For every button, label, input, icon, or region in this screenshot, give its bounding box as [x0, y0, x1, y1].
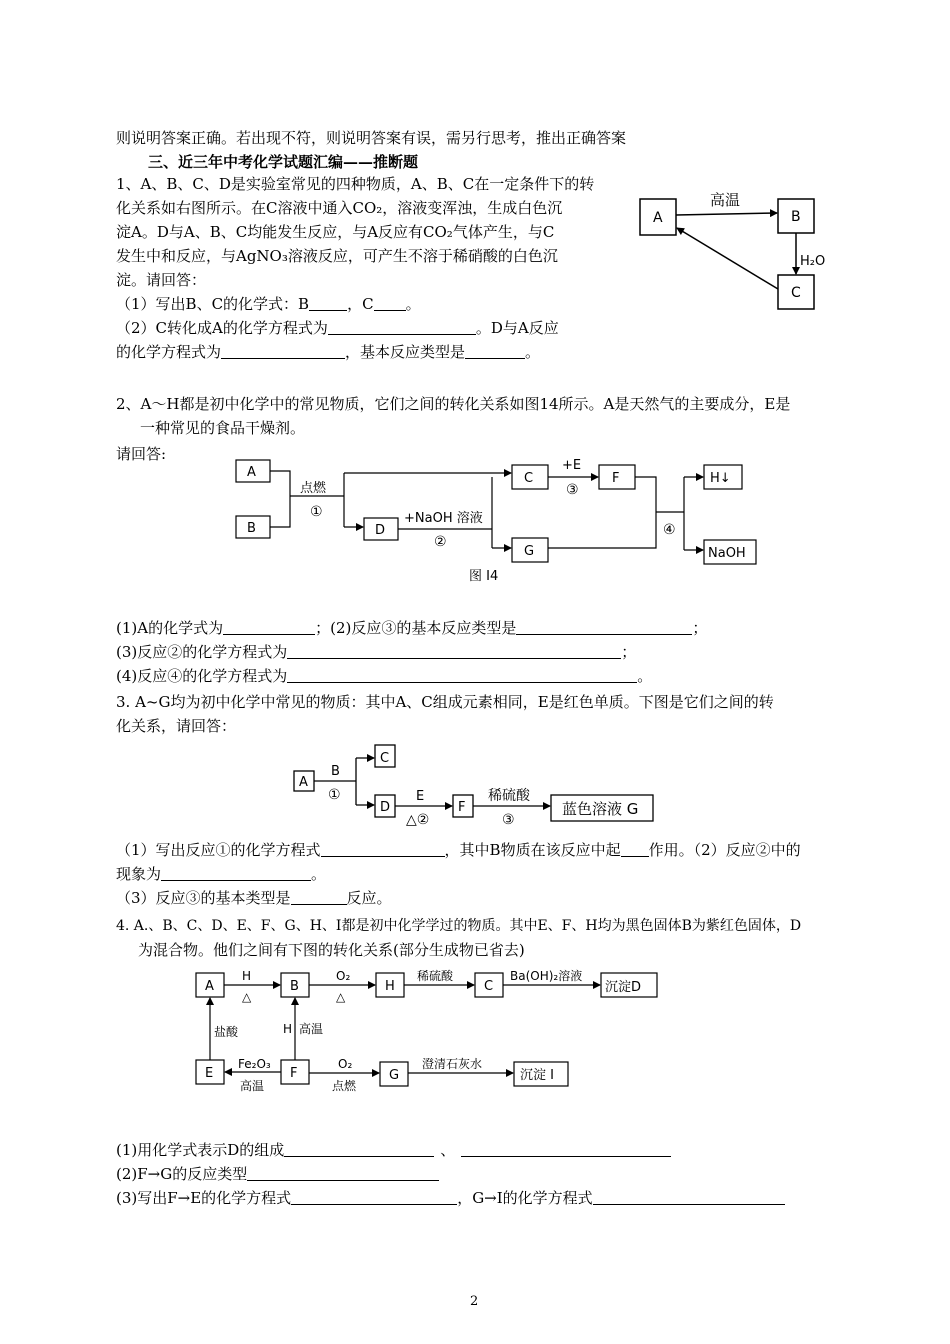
- q4-part-2: (2)F→G的反应类型: [116, 1162, 439, 1186]
- q2-line-1: 2、A～H都是初中化学中的常见物质，它们之间的转化关系如图14所示。A是天然气的主要成分，E是: [116, 395, 791, 413]
- q3-part-3: （3）反应③的基本类型是 反应。: [116, 889, 392, 907]
- q4-part-3: (3)写出F→E的化学方程式 ，G→I的化学方程式: [116, 1186, 785, 1210]
- q1-part-3: 的化学方程式为 ，基本反应类型是 。: [116, 343, 541, 361]
- q2-caption: 图 I4: [469, 569, 499, 584]
- q1-line-4: 发生中和反应，与AgNO₃溶液反应，可产生不溶于稀硝酸的白色沉: [116, 247, 558, 265]
- q4-line-1: 4. A.、B、C、D、E、F、G、H、I都是初中化学学过的物质。其中E、F、H均为黑色固体B为紫红色固体，D: [116, 918, 802, 934]
- q4-fg-bot: 点燃: [332, 1079, 357, 1093]
- q2-part-3: (4)反应④的化学方程式为 。: [116, 667, 653, 685]
- q4-fb-cond: 高温: [299, 1022, 324, 1036]
- q2-r1-num: ①: [310, 504, 323, 520]
- q4-line-2: 为混合物。他们之间有下图的转化关系(部分生成物已省去): [138, 941, 525, 959]
- q3-node-a: A: [299, 775, 308, 790]
- q1-part-1: （1）写出B、C的化学式：B ，C 。: [116, 295, 421, 313]
- q2-node-b: B: [247, 521, 256, 536]
- q4-ea-label: 盐酸: [214, 1025, 239, 1039]
- q4-node-h: H: [385, 979, 395, 994]
- q4-fe-bot: 高温: [240, 1079, 265, 1093]
- q2-node-d: D: [375, 523, 386, 538]
- q1-line-3: 淀A。D与A、B、C均能发生反应，与A反应有CO₂气体产生，与C: [116, 223, 555, 241]
- q3-line-2: 化关系，请回答：: [116, 717, 237, 735]
- q3-r2-num: △②: [406, 812, 430, 828]
- q2-node-g: G: [524, 544, 535, 559]
- q2-line-2: 一种常见的食品干燥剂。: [140, 419, 306, 437]
- q3-node-g: 蓝色溶液 G: [562, 800, 639, 818]
- q2-node-f: F: [612, 471, 620, 486]
- q2-r2-num: ②: [434, 534, 447, 550]
- q2-node-a: A: [247, 465, 256, 480]
- q4-fe-top: Fe₂O₃: [238, 1057, 271, 1071]
- q3-r2-label: E: [416, 789, 425, 804]
- q4-node-b: B: [290, 979, 299, 994]
- q2-r1-label: 点燃: [300, 481, 327, 496]
- q4-ab-bot: △: [242, 990, 252, 1004]
- q3-r1-num: ①: [328, 787, 341, 803]
- q4-ab-top: H: [242, 969, 252, 983]
- q4-node-d: 沉淀D: [605, 980, 642, 995]
- q1-diagram: [640, 199, 814, 309]
- q1-line-1: 1、A、B、C、D是实验室常见的四种物质，A、B、C在一定条件下的转: [116, 175, 595, 193]
- q4-gi-top: 澄清石灰水: [422, 1057, 483, 1071]
- q1-part-2: （2）C转化成A的化学方程式为 。D与A反应: [116, 319, 559, 337]
- q4-node-c: C: [484, 979, 494, 994]
- q4-bh-bot: △: [336, 990, 346, 1004]
- q4-hc-top: 稀硫酸: [417, 969, 454, 983]
- q3-line-1: 3. A~G均为初中化学中常见的物质：其中A、C组成元素相同，E是红色单质。下图是它们之间的转: [116, 693, 774, 711]
- q1-node-c: C: [791, 285, 801, 301]
- section-title: 三、近三年中考化学试题汇编——推断题: [148, 153, 419, 171]
- q3-node-f: F: [458, 800, 466, 815]
- q2-node-naoh: NaOH: [708, 546, 746, 561]
- q1-cond-ab: 高温: [710, 191, 741, 209]
- q2-r4-num: ④: [663, 522, 676, 538]
- q2-node-c: C: [524, 471, 534, 486]
- q4-part-1: (1)用化学式表示D的组成 、: [116, 1138, 671, 1162]
- q2-part-1: (1)A的化学式为 ；(2)反应③的基本反应类型是 ；: [116, 619, 708, 637]
- q2-part-2: (3)反应②的化学方程式为 ；: [116, 643, 637, 661]
- q1-line-2: 化关系如右图所示。在C溶液中通入CO₂，溶液变浑浊，生成白色沉: [116, 199, 563, 217]
- q4-cd-top: Ba(OH)₂溶液: [510, 969, 583, 983]
- intro-line: 则说明答案正确。若出现不符，则说明答案有误，需另行思考，推出正确答案: [116, 129, 627, 147]
- q4-node-g: G: [389, 1068, 400, 1083]
- q4-node-i: 沉淀 I: [520, 1068, 554, 1083]
- q4-fg-top: O₂: [338, 1057, 353, 1071]
- q3-part-1: （1）写出反应①的化学方程式 ，其中B物质在该反应中起 作用。（2）反应②中的: [116, 841, 801, 859]
- q1-node-b: B: [791, 209, 801, 225]
- q4-fb-h: H: [283, 1022, 293, 1036]
- q4-node-f: F: [290, 1066, 298, 1081]
- q4-node-e: E: [205, 1066, 214, 1081]
- q2-r2-label: +NaOH 溶液: [404, 511, 483, 526]
- q3-r3-num: ③: [502, 812, 515, 828]
- q1-line-5: 淀。请回答：: [116, 271, 207, 289]
- q3-node-c: C: [380, 751, 390, 766]
- q3-part-2: 现象为 。: [116, 865, 327, 883]
- q3-node-d: D: [380, 800, 391, 815]
- q3-r3-label: 稀硫酸: [488, 788, 530, 804]
- q3-r1-label: B: [331, 764, 340, 779]
- q2-ask: 请回答:: [116, 445, 167, 463]
- q2-node-h: H↓: [710, 471, 731, 486]
- q4-node-a: A: [205, 979, 214, 994]
- q1-node-a: A: [653, 210, 663, 226]
- q2-r3-label: +E: [562, 458, 582, 473]
- q1-cond-bc: H₂O: [800, 254, 826, 269]
- page-number: 2: [470, 1294, 479, 1309]
- q4-bh-top: O₂: [336, 969, 351, 983]
- q2-r3-num: ③: [566, 482, 579, 498]
